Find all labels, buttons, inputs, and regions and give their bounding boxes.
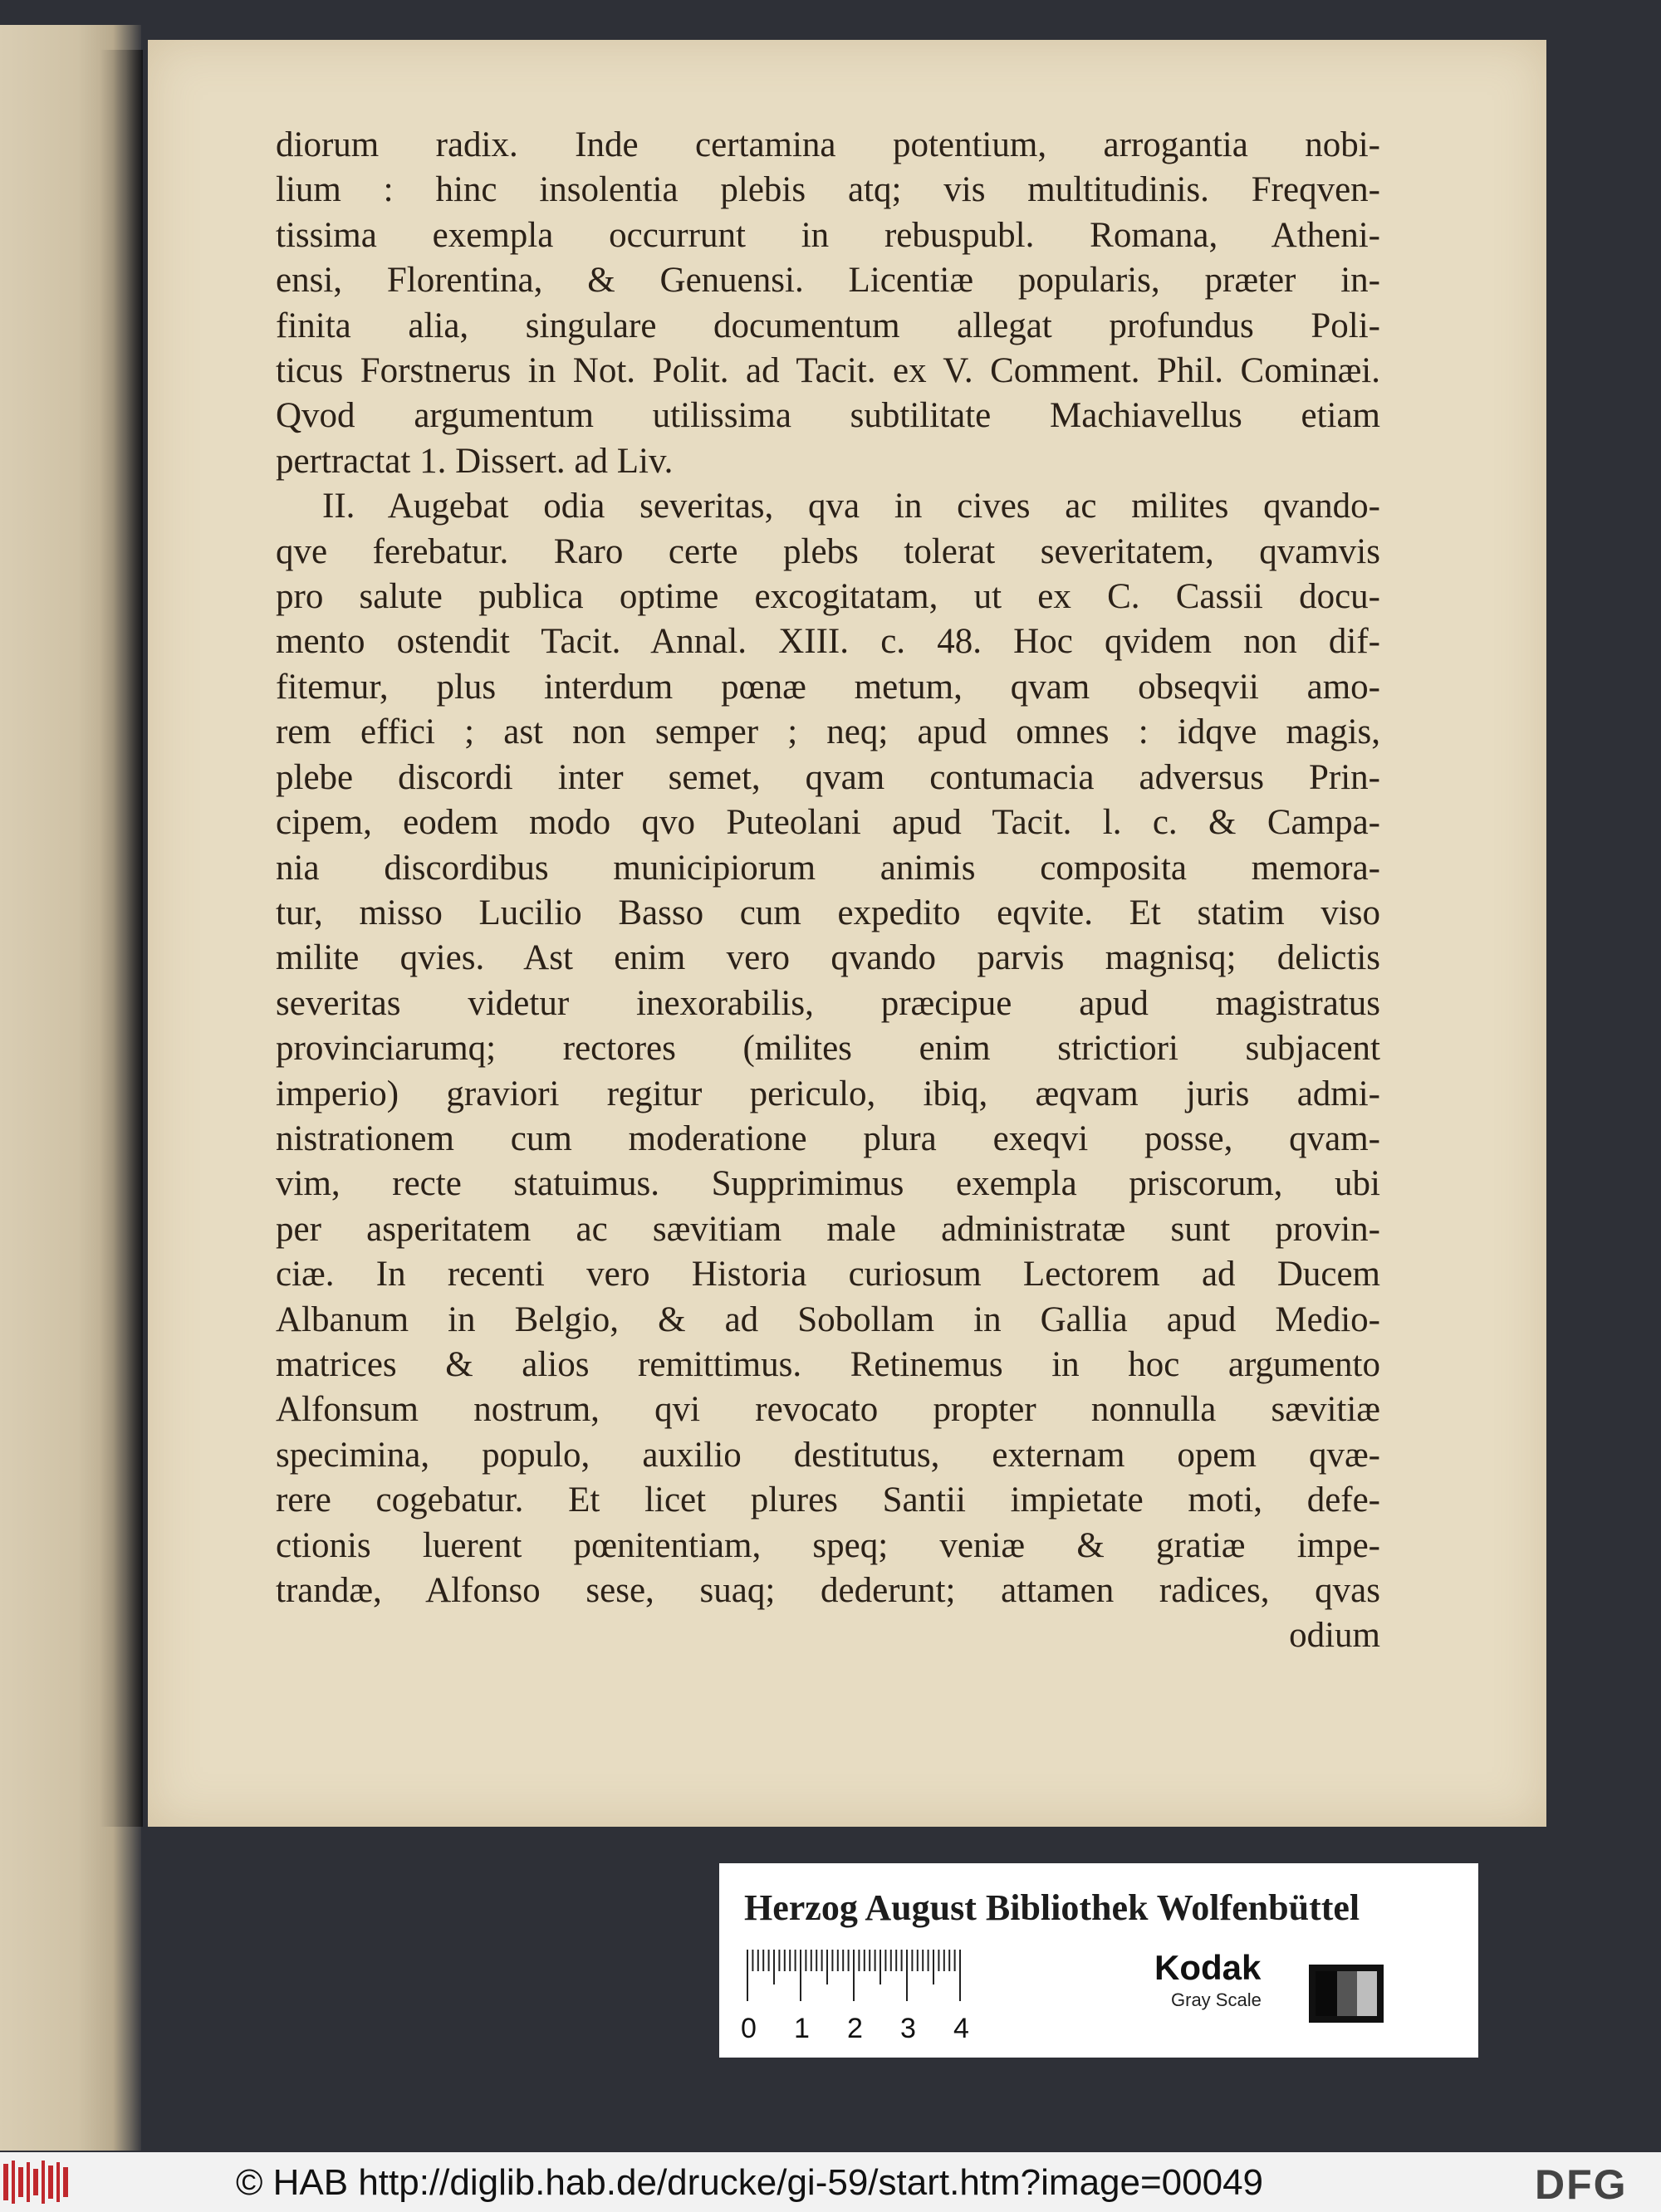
text-line: tur, misso Lucilio Basso cum expedito eqvite. Et statim viso [276, 893, 1380, 932]
text-line: severitas videtur inexorabilis, præcipue apud magistratus [276, 983, 1380, 1023]
text-line: vim, recte statuimus. Supprimimus exempla priscorum, ubi [276, 1164, 1380, 1204]
text-line: diorum radix. Inde certamina potentium, arrogantia nobi- [276, 125, 1380, 164]
text-line: nia discordibus municipiorum animis composita memora- [276, 848, 1380, 888]
text-line: specimina, populo, auxilio destitutus, externam opem qvæ- [276, 1435, 1380, 1475]
text-line: pro salute publica optime excogitatam, ut ex C. Cassii docu- [276, 577, 1380, 617]
text-line: nistrationem cum moderatione plura exeqvi posse, qvam- [276, 1118, 1380, 1158]
text-line: tissima exempla occurrunt in rebuspubl. Romana, Atheni- [276, 215, 1380, 255]
text-line: ctionis luerent pœnitentiam, speq; veniæ & gratiæ impe- [276, 1525, 1380, 1565]
dfg-logo: DFG [1535, 2161, 1628, 2208]
ruler-number: 1 [794, 2013, 810, 2044]
ruler-number: 4 [953, 2013, 969, 2044]
text-line: per asperitatem ac sævitiam male administratæ sunt provin- [276, 1209, 1380, 1249]
binding-shadow [100, 50, 143, 1827]
gray-scale-patches [1309, 1965, 1384, 2023]
copyright-url[interactable]: © HAB http://diglib.hab.de/drucke/gi-59/start.htm?image=00049 [236, 2162, 1264, 2203]
catchword: odium [1289, 1616, 1380, 1656]
measurement-ruler [741, 1946, 1010, 2046]
text-line: imperio) graviori regitur periculo, ibiq, æqvam juris admi- [276, 1074, 1380, 1113]
ruler-number: 2 [847, 2013, 863, 2044]
text-line: mento ostendit Tacit. Annal. XIII. c. 48. Hoc qvidem non dif- [276, 622, 1380, 662]
text-line: milite qvies. Ast enim vero qvando parvis magnisq; delictis [276, 938, 1380, 978]
text-line: rem effici ; ast non semper ; neq; apud omnes : idqve magis, [276, 712, 1380, 752]
gray-scale-label: Gray Scale [1171, 1989, 1262, 2010]
text-line: cipem, eodem modo qvo Puteolani apud Tacit. l. c. & Campa- [276, 803, 1380, 843]
text-line: trandæ, Alfonso sese, suaq; dederunt; attamen radices, qvas [276, 1571, 1380, 1610]
ruler-number: 3 [900, 2013, 916, 2044]
text-line: Albanum in Belgio, & ad Sobollam in Gallia apud Medio- [276, 1299, 1380, 1339]
hab-barcode-logo [3, 2161, 73, 2204]
text-line: plebe discordi inter semet, qvam contumacia adversus Prin- [276, 757, 1380, 797]
text-line: ticus Forstnerus in Not. Polit. ad Tacit. ex V. Comment. Phil. Cominæi. [276, 351, 1380, 391]
page-text [276, 123, 1380, 1659]
library-name: Herzog August Bibliothek Wolfenbüttel [744, 1887, 1360, 1928]
text-line: finita alia, singulare documentum allegat profundus Poli- [276, 306, 1380, 345]
text-line: qve ferebatur. Raro certe plebs tolerat severitatem, qvamvis [276, 531, 1380, 571]
text-line: Alfonsum nostrum, qvi revocato propter nonnulla sævitiæ [276, 1390, 1380, 1430]
text-line: II. Augebat odia severitas, qva in cives ac milites qvando- [322, 487, 1380, 526]
text-line: ensi, Florentina, & Genuensi. Licentiæ popularis, præter in- [276, 261, 1380, 301]
kodak-logo: Kodak [1154, 1948, 1262, 1987]
footer-bar [0, 2152, 1661, 2212]
text-line: rere cogebatur. Et licet plures Santii impietate moti, defe- [276, 1480, 1380, 1520]
text-line: pertractat 1. Dissert. ad Liv. [276, 441, 674, 481]
library-label-card [719, 1863, 1478, 2058]
text-line: matrices & alios remittimus. Retinemus in hoc argumento [276, 1344, 1380, 1384]
text-line: lium : hinc insolentia plebis atq; vis multitudinis. Freqven- [276, 170, 1380, 210]
text-line: Qvod argumentum utilissima subtilitate Machiavellus etiam [276, 396, 1380, 436]
text-line: ciæ. In recenti vero Historia curiosum Lectorem ad Ducem [276, 1255, 1380, 1294]
ruler-number: 0 [741, 2013, 757, 2044]
text-line: fitemur, plus interdum pœnæ metum, qvam obseqvii amo- [276, 667, 1380, 707]
text-line: provinciarumq; rectores (milites enim strictiori subjacent [276, 1029, 1380, 1069]
